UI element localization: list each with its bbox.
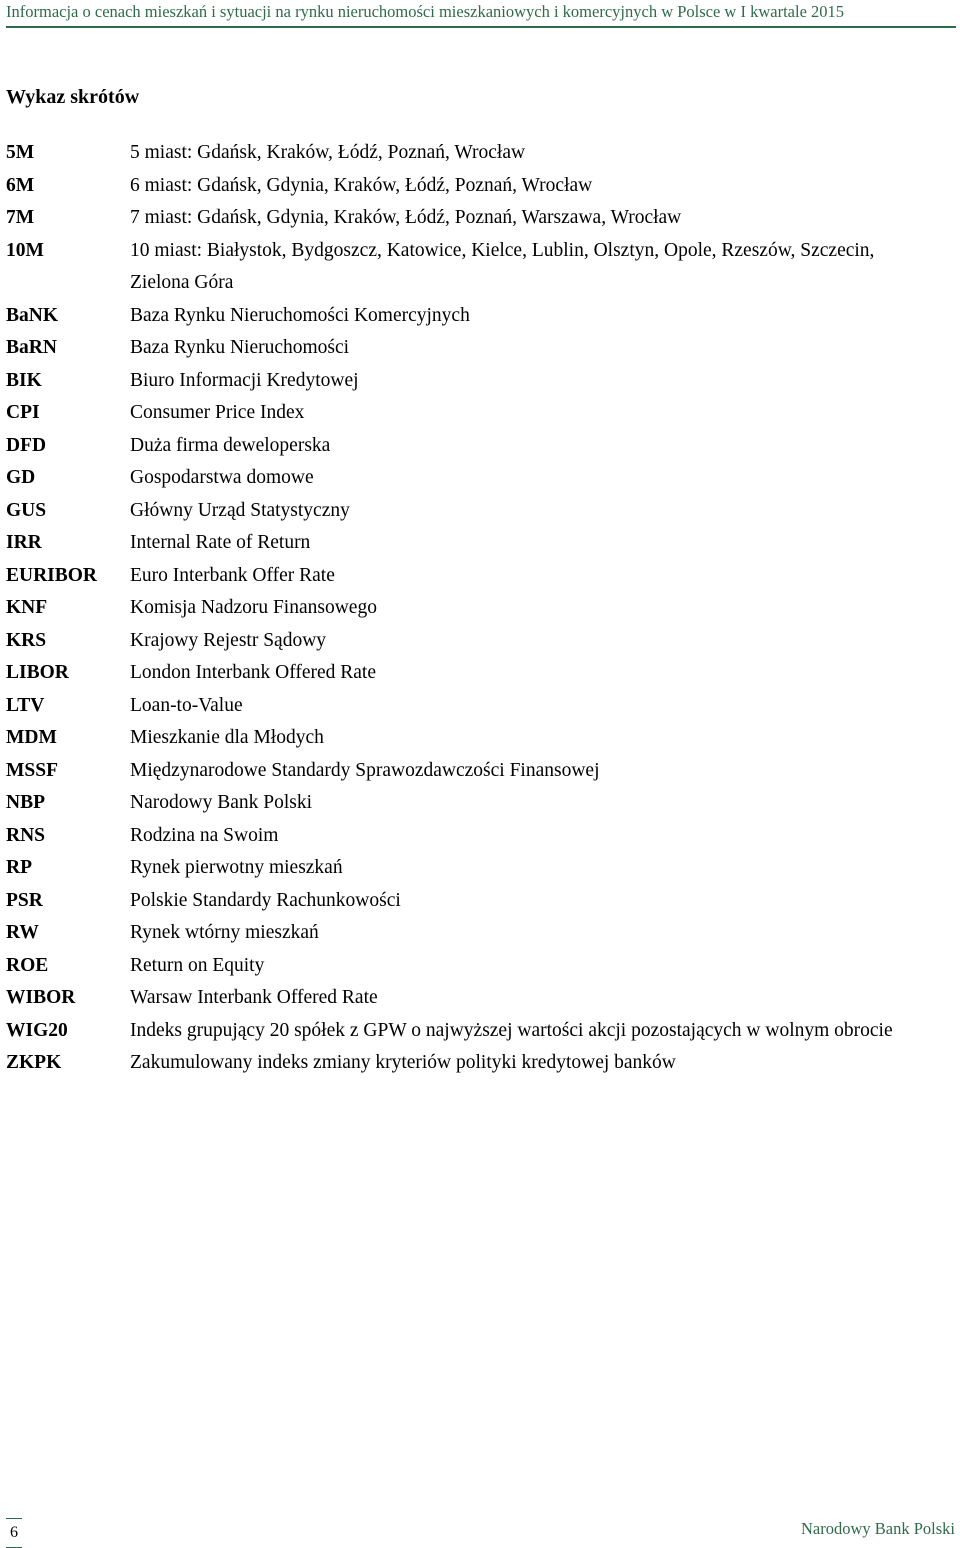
abbreviation-term: IRR <box>6 532 42 553</box>
abbreviation-definition: Rynek wtórny mieszkań <box>130 922 319 943</box>
abbreviation-row <box>0 592 960 625</box>
abbreviation-definition: 6 miast: Gdańsk, Gdynia, Kraków, Łódź, Poznań, Wrocław <box>130 174 593 196</box>
abbreviation-definition: Biuro Informacji Kredytowej <box>130 369 359 391</box>
abbreviation-row <box>0 885 960 918</box>
abbreviation-definition: Narodowy Bank Polski <box>130 792 312 813</box>
abbreviation-term: BIK <box>6 369 42 391</box>
abbreviation-row <box>0 1015 960 1048</box>
abbreviation-definition: 10 miast: Białystok, Bydgoszcz, Katowice, Kielce, Lublin, Olsztyn, Opole, Rzeszów, Szczecin, Zielona Góra <box>130 239 875 293</box>
abbreviation-term: DFD <box>6 434 47 456</box>
abbreviation-row <box>0 300 960 333</box>
abbreviation-row <box>0 657 960 690</box>
abbreviation-term: GD <box>6 467 36 488</box>
abbreviation-definition: Indeks grupujący 20 spółek z GPW o najwyższej wartości akcji pozostających w wolnym obrocie <box>130 1019 893 1041</box>
abbreviation-definition: Warsaw Interbank Offered Rate <box>130 987 378 1008</box>
abbreviation-term: GUS <box>6 499 47 521</box>
abbreviation-row <box>0 917 960 950</box>
page-number-box <box>6 1518 22 1548</box>
abbreviation-definition: Międzynarodowe Standardy Sprawozdawczości Finansowej <box>130 759 600 781</box>
abbreviation-definition: Komisja Nadzoru Finansowego <box>130 597 377 618</box>
section-title: Wykaz skrótów <box>6 86 140 108</box>
abbreviation-definition: Internal Rate of Return <box>130 532 311 553</box>
abbreviation-definition: 7 miast: Gdańsk, Gdynia, Kraków, Łódź, Poznań, Warszawa, Wrocław <box>130 207 682 228</box>
abbreviation-term: ROE <box>6 954 49 976</box>
abbreviation-row <box>0 397 960 430</box>
abbreviation-term: 6M <box>6 174 35 196</box>
abbreviation-term: KNF <box>6 597 48 618</box>
abbreviation-definition: Return on Equity <box>130 954 265 976</box>
abbreviation-row <box>0 527 960 560</box>
abbreviation-row <box>0 332 960 365</box>
abbreviation-definition: Baza Rynku Nieruchomości Komercyjnych <box>130 304 470 326</box>
abbreviation-row <box>0 852 960 885</box>
abbreviation-row <box>0 430 960 463</box>
abbreviation-term: NBP <box>6 792 45 813</box>
abbreviation-term: BaNK <box>6 304 59 326</box>
abbreviation-definition: Zakumulowany indeks zmiany kryteriów polityki kredytowej banków <box>130 1052 676 1073</box>
abbreviation-term: 7M <box>6 207 35 228</box>
document-title: Informacja o cenach mieszkań i sytuacji na rynku nieruchomości mieszkaniowych i komercyjnych w Polsce w I kwartale 2015 <box>6 2 845 21</box>
abbreviation-row <box>0 690 960 723</box>
abbreviation-row <box>0 495 960 528</box>
abbreviation-row <box>0 820 960 853</box>
abbreviation-term: BaRN <box>6 337 57 358</box>
abbreviation-definition: Gospodarstwa domowe <box>130 467 314 488</box>
abbreviation-term: RW <box>6 922 39 943</box>
abbreviation-row <box>0 982 960 1015</box>
abbreviation-row <box>0 1047 960 1080</box>
abbreviation-term: KRS <box>6 629 47 651</box>
abbreviation-term: RP <box>6 857 32 878</box>
abbreviation-definition: Baza Rynku Nieruchomości <box>130 337 350 358</box>
abbreviation-row <box>0 365 960 398</box>
abbreviation-row <box>0 137 960 170</box>
abbreviation-row <box>0 950 960 983</box>
abbreviation-definition: Loan-to-Value <box>130 694 243 716</box>
abbreviation-term: MSSF <box>6 759 59 781</box>
abbreviation-term: 10M <box>6 239 44 261</box>
abbreviation-term: LIBOR <box>6 662 69 683</box>
abbreviation-definition: Główny Urząd Statystyczny <box>130 499 350 521</box>
abbreviation-row <box>0 462 960 495</box>
abbreviation-row <box>0 755 960 788</box>
abbreviation-term: LTV <box>6 694 45 716</box>
abbreviation-term: EURIBOR <box>6 564 98 586</box>
abbreviation-row <box>0 722 960 755</box>
abbreviation-term: ZKPK <box>6 1052 62 1073</box>
abbreviation-row <box>0 202 960 235</box>
abbreviation-term: 5M <box>6 142 35 163</box>
abbreviation-list <box>0 137 960 1080</box>
footer-organization: Narodowy Bank Polski <box>801 1519 955 1538</box>
abbreviation-definition: 5 miast: Gdańsk, Kraków, Łódź, Poznań, Wrocław <box>130 142 526 163</box>
abbreviation-term: WIG20 <box>6 1019 68 1041</box>
abbreviation-term: PSR <box>6 889 43 911</box>
abbreviation-definition: Rodzina na Swoim <box>130 824 279 846</box>
abbreviation-term: WIBOR <box>6 987 76 1008</box>
abbreviation-definition: Mieszkanie dla Młodych <box>130 727 324 748</box>
page-header <box>6 0 956 28</box>
abbreviation-definition: Euro Interbank Offer Rate <box>130 564 335 586</box>
abbreviation-definition: Duża firma deweloperska <box>130 434 331 456</box>
abbreviation-row <box>0 787 960 820</box>
abbreviation-row <box>0 170 960 203</box>
abbreviation-term: RNS <box>6 824 46 846</box>
abbreviation-row <box>0 235 960 300</box>
abbreviation-row <box>0 560 960 593</box>
abbreviation-definition: Rynek pierwotny mieszkań <box>130 857 343 878</box>
abbreviation-definition: Consumer Price Index <box>130 402 305 423</box>
abbreviation-row <box>0 625 960 658</box>
page-number: 6 <box>10 1524 18 1541</box>
abbreviation-definition: Polskie Standardy Rachunkowości <box>130 889 401 911</box>
abbreviation-term: MDM <box>6 727 57 748</box>
abbreviation-definition: London Interbank Offered Rate <box>130 662 377 683</box>
abbreviation-term: CPI <box>6 402 40 423</box>
abbreviation-definition: Krajowy Rejestr Sądowy <box>130 629 327 651</box>
